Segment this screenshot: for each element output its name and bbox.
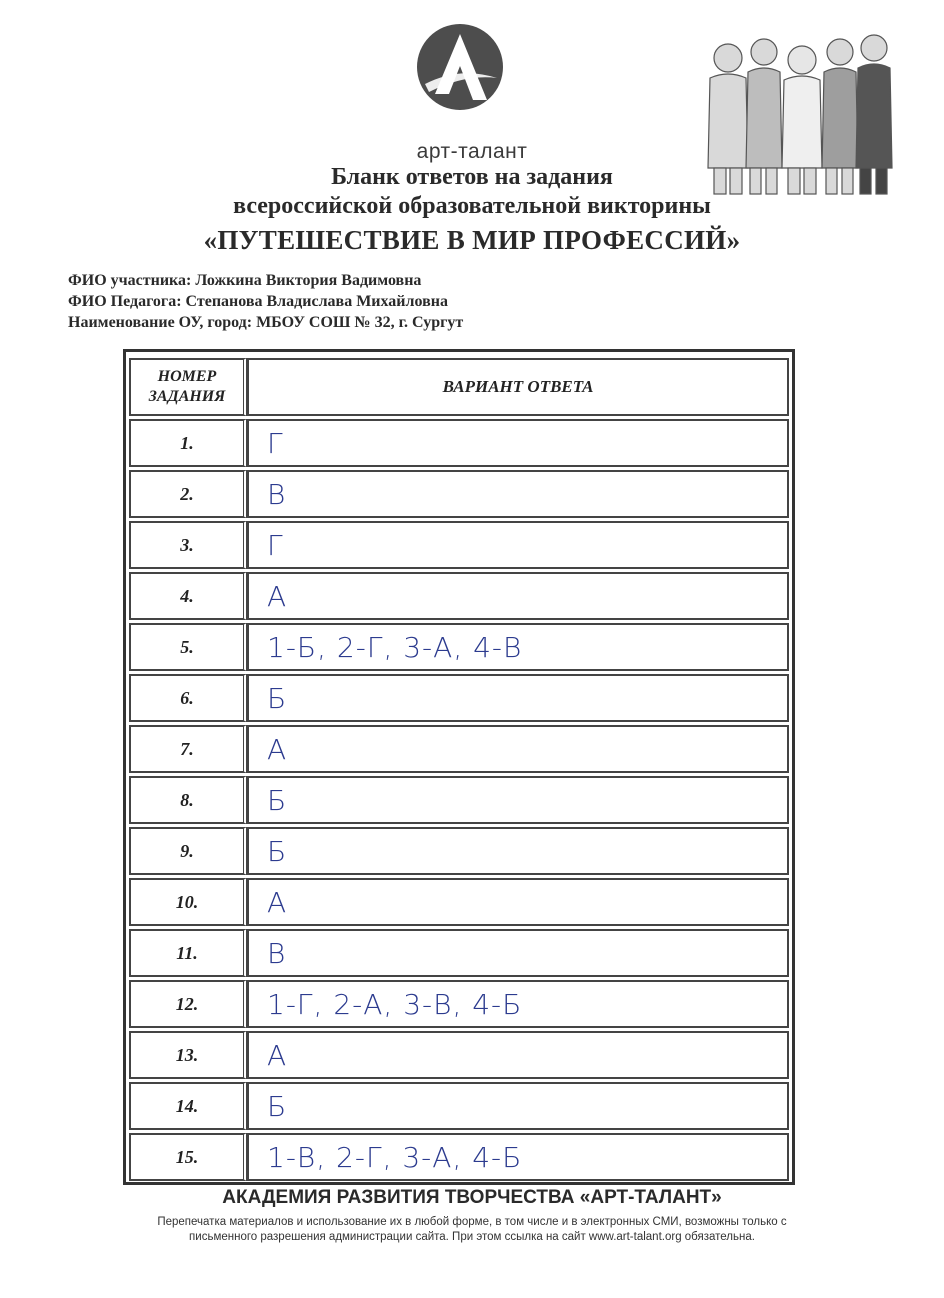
handwritten-answer: Г [247,521,789,569]
task-number: 4. [129,572,247,620]
copyright-note-line2: письменного разрешения администрации сайта. При этом ссылка на сайт www.art-talant.org обязательна. [189,1231,755,1243]
handwritten-answer: 1-Б, 2-Г, 3-А, 4-В [247,623,789,671]
handwritten-answer: В [247,929,789,977]
academy-name: АКАДЕМИЯ РАЗВИТИЯ ТВОРЧЕСТВА «АРТ-ТАЛАНТ» [222,1187,722,1208]
table-row [129,776,789,824]
handwritten-answer: А [247,878,789,926]
table-row [129,674,789,722]
table-header [129,358,789,416]
table-row [129,1133,789,1181]
task-number: 2. [129,470,247,518]
handwritten-answer: А [247,1031,789,1079]
task-number: 3. [129,521,247,569]
handwritten-answer: Б [247,1082,789,1130]
answers-table [123,349,795,1185]
task-number: 5. [129,623,247,671]
quiz-name: «ПУТЕШЕСТВИЕ В МИР ПРОФЕССИЙ» [203,225,741,255]
form-subtitle: всероссийской образовательной викторины [233,193,711,219]
task-number: 12. [129,980,247,1028]
art-talant-logo-icon [415,22,505,122]
task-number: 1. [129,419,247,467]
table-row [129,725,789,773]
handwritten-answer: 1-В, 2-Г, 3-А, 4-Б [247,1133,789,1181]
table-row [129,980,789,1028]
handwritten-answer: В [247,470,789,518]
table-row [129,878,789,926]
task-number: 8. [129,776,247,824]
table-row [129,470,789,518]
participant-name: ФИО участника: Ложкина Виктория Вадимовна [68,272,422,289]
task-number: 9. [129,827,247,875]
handwritten-answer: Б [247,776,789,824]
task-number: 15. [129,1133,247,1181]
table-row [129,929,789,977]
handwritten-answer: Б [247,827,789,875]
table-row [129,623,789,671]
handwritten-answer: Г [247,419,789,467]
table-row [129,419,789,467]
task-number: 13. [129,1031,247,1079]
table-row [129,572,789,620]
teacher-name: ФИО Педагога: Степанова Владислава Михайловна [68,293,448,310]
task-number: 7. [129,725,247,773]
task-number: 6. [129,674,247,722]
table-row [129,521,789,569]
form-title: Бланк ответов на задания [331,164,613,190]
table-row [129,1082,789,1130]
task-number: 11. [129,929,247,977]
handwritten-answer: Б [247,674,789,722]
table-row [129,1031,789,1079]
table-row [129,827,789,875]
column-header-number-line2: ЗАДАНИЯ [148,388,226,405]
school-name: Наименование ОУ, город: МБОУ СОШ № 32, г. Сургут [68,314,464,331]
copyright-note [80,1215,864,1245]
handwritten-answer: А [247,572,789,620]
task-number: 10. [129,878,247,926]
column-header-answer: ВАРИАНТ ОТВЕТА [247,358,789,416]
column-header-number [129,358,247,416]
copyright-note-line1: Перепечатка материалов и использование их в любой форме, в том числе и в электронных СМИ, возможны только с [157,1216,787,1228]
task-number: 14. [129,1082,247,1130]
handwritten-answer: 1-Г, 2-А, 3-В, 4-Б [247,980,789,1028]
column-header-number-line1: НОМЕР [157,368,217,385]
brand-name: арт-талант [416,140,528,163]
handwritten-answer: А [247,725,789,773]
